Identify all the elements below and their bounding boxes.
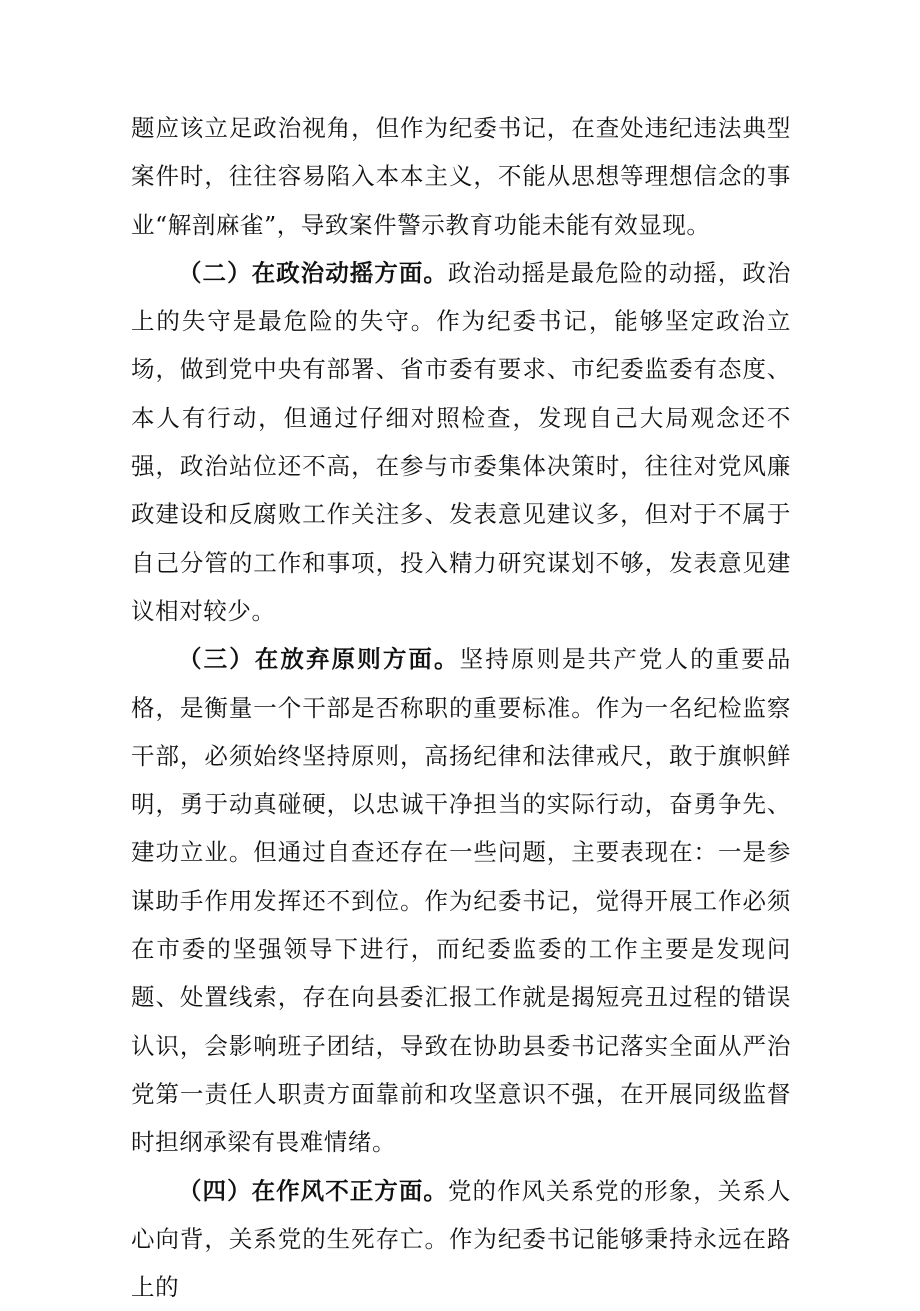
paragraph-4-body: 党的作风关系党的形象，关系人心向背，关系党的生死存亡。作为纪委书记能够秉持永远在路上的 [131, 1176, 791, 1302]
paragraph-abandoning-principles [131, 635, 791, 1166]
paragraph-1-body: 题应该立足政治视角，但作为纪委书记，在查处违纪违法典型案件时，往往容易陷入本本主义，不能从思想等理想信念的事业“解剖麻雀”，导致案件警示教育功能未能有效显现。 [131, 114, 791, 239]
paragraph-2-heading: （二）在政治动摇方面。 [178, 258, 448, 287]
paragraph-political-wavering [131, 249, 791, 635]
paragraph-4-heading: （四）在作风不正方面。 [178, 1176, 448, 1205]
paragraph-improper-conduct [131, 1167, 791, 1311]
document-body [131, 104, 791, 1311]
paragraph-2-body: 政治动摇是最危险的动摇，政治上的失守是最危险的失守。作为纪委书记，能够坚定政治立场，做到党中央有部署、省市委有要求、市纪委监委有态度、本人有行动，但通过仔细对照检查，发现自己大局观念还不强，政治站位还不高，在参与市委集体决策时，往往对党风廉政建设和反腐败工作关注多、发表意见建议多，但对于不属于自己分管的工作和事项，投入精力研究谋划不够，发表意见建议相对较少。 [131, 258, 791, 625]
paragraph-3-body: 坚持原则是共产党人的重要品格，是衡量一个干部是否称职的重要标准。作为一名纪检监察干部，必须始终坚持原则，高扬纪律和法律戒尺，敢于旗帜鲜明，勇于动真碰硬，以忠诚干净担当的实际行动，奋勇争先、建功立业。但通过自查还存在一些问题，主要表现在：一是参谋助手作用发挥还不到位。作为纪委书记，觉得开展工作必须在市委的坚强领导下进行，而纪委监委的工作主要是发现问题、处置线索，存在向县委汇报工作就是揭短亮丑过程的错误认识，会影响班子团结，导致在协助县委书记落实全面从严治党第一责任人职责方面靠前和攻坚意识不强，在开展同级监督时担纲承梁有畏难情绪。 [131, 645, 791, 1157]
paragraph-continued [131, 104, 791, 249]
paragraph-3-heading: （三）在放弃原则方面。 [178, 645, 460, 674]
